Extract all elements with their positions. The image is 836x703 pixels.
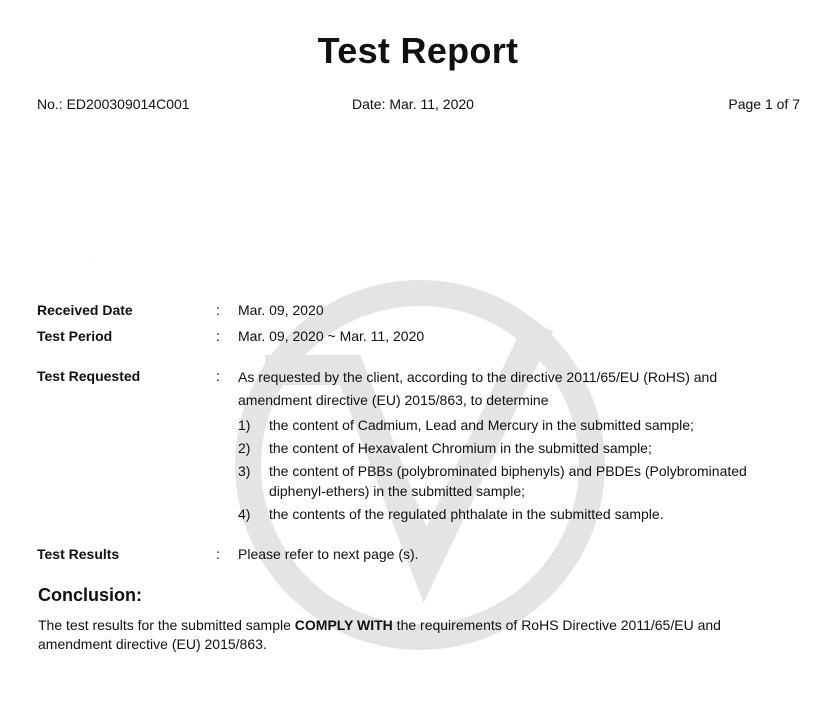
received-date-label: Received Date — [37, 302, 133, 318]
test-requested-colon: : — [216, 368, 220, 384]
list-item-text: the content of Hexavalent Chromium in the submitted sample; — [269, 440, 652, 456]
list-item — [238, 415, 798, 435]
list-item-text: the content of Cadmium, Lead and Mercury in the submitted sample; — [269, 417, 694, 433]
report-number: No.: ED200309014C001 — [37, 96, 190, 112]
received-date-value: Mar. 09, 2020 — [238, 302, 324, 318]
test-requested-label: Test Requested — [37, 368, 141, 384]
conclusion-heading: Conclusion: — [38, 585, 142, 605]
conclusion-compliance-status: COMPLY WITH — [294, 617, 393, 633]
conclusion-text-after: the requirements of RoHS Directive 2011/65/EU and amendment directive (EU) 2015/863. — [38, 617, 721, 652]
list-item-text: the contents of the regulated phthalate in the submitted sample. — [269, 506, 664, 522]
received-date-colon: : — [216, 302, 220, 318]
conclusion-text-before: The test results for the submitted sample — [38, 617, 295, 633]
test-period-colon: : — [216, 328, 220, 344]
test-requested-block — [238, 366, 798, 524]
list-item — [238, 461, 798, 501]
test-results-label: Test Results — [37, 546, 120, 562]
conclusion-text — [38, 616, 798, 654]
test-results-value: Please refer to next page (s). — [238, 546, 419, 562]
report-date: Date: Mar. 11, 2020 — [352, 96, 474, 112]
list-item-number: 2) — [238, 440, 251, 456]
list-item-number: 4) — [238, 506, 251, 522]
test-results-colon: : — [216, 546, 220, 562]
test-period-value: Mar. 09, 2020 ~ Mar. 11, 2020 — [238, 328, 425, 344]
test-requested-intro-line2: amendment directive (EU) 2015/863, to determine — [238, 392, 549, 408]
list-item-text: the content of PBBs (polybrominated biphenyls) and PBDEs (Polybrominated diphenyl-ethers) in the submitted sample; — [269, 463, 747, 499]
list-item-number: 3) — [238, 463, 251, 479]
list-item-number: 1) — [238, 417, 251, 433]
page-title: Test Report — [317, 30, 519, 71]
test-period-label: Test Period — [37, 328, 113, 344]
page-indicator: Page 1 of 7 — [728, 96, 800, 112]
list-item — [238, 504, 798, 524]
stray-mark — [90, 258, 91, 259]
test-requested-intro-line1: As requested by the client, according to the directive 2011/65/EU (RoHS) and — [238, 369, 718, 385]
list-item — [238, 438, 798, 458]
